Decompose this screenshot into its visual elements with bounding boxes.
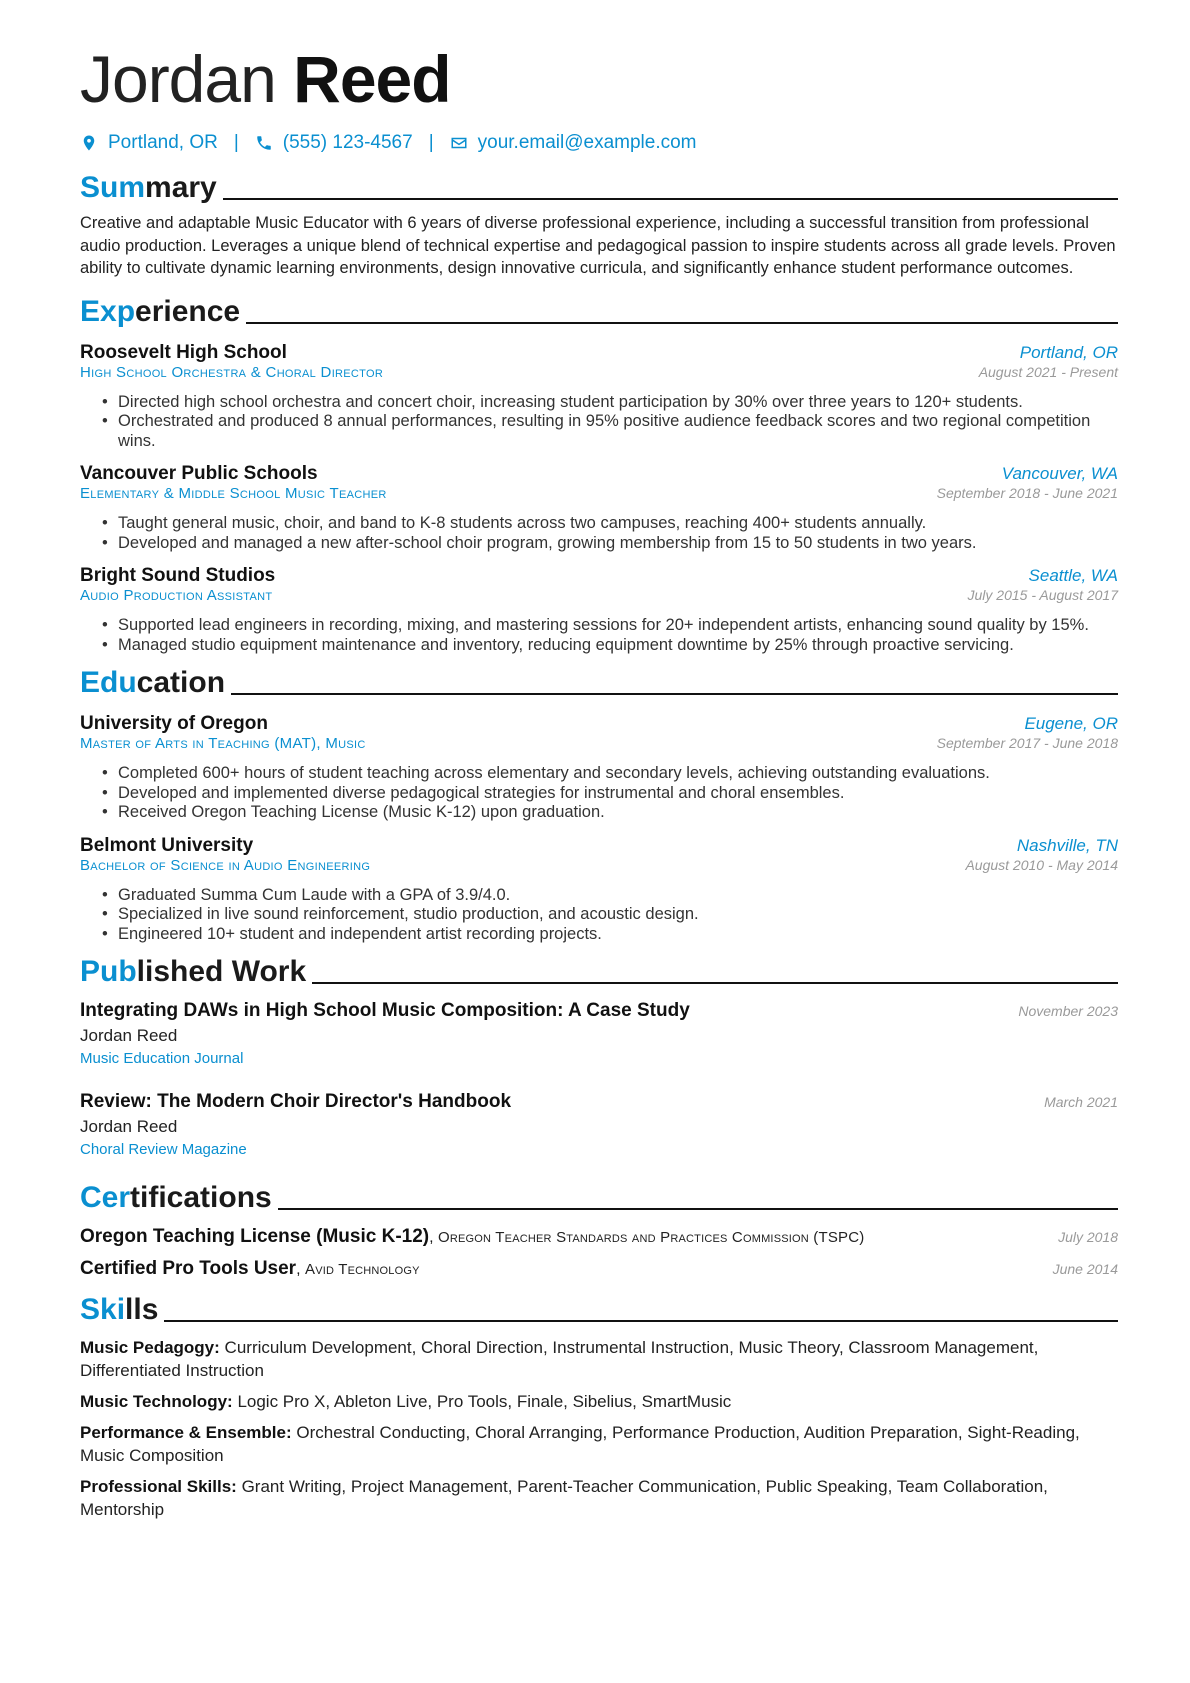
publication-venue: Choral Review Magazine xyxy=(80,1141,247,1158)
bullet-list xyxy=(80,514,1118,553)
entry-dates: July 2015 - August 2017 xyxy=(967,587,1118,603)
bullet-item: • Received Oregon Teaching License (Music K-12) upon graduation. xyxy=(102,803,1118,823)
location-text: Portland, OR xyxy=(108,132,218,153)
school-name: Belmont University xyxy=(80,834,254,856)
section-rule xyxy=(312,982,1118,984)
publication-venue: Music Education Journal xyxy=(80,1050,244,1067)
degree-title: Master of Arts in Teaching (MAT), Music xyxy=(80,735,366,752)
bullet-list xyxy=(80,764,1118,823)
first-name: Jordan xyxy=(80,42,276,116)
section-title: Published Work xyxy=(80,955,307,988)
skill-row xyxy=(80,1336,1118,1382)
bullet-item: • Engineered 10+ student and independent artist recording projects. xyxy=(102,925,1118,945)
section-rule xyxy=(278,1208,1118,1210)
email-link[interactable]: your.email@example.com xyxy=(477,132,697,153)
skill-label: Music Pedagogy: xyxy=(80,1338,220,1357)
entry-dates: August 2021 - Present xyxy=(978,363,1118,380)
bullet-item: • Developed and managed a new after-school choir program, growing membership from 15 to 50 students in two years. xyxy=(102,534,1118,554)
job-title: Audio Production Assistant xyxy=(80,587,273,604)
section-title: Experience xyxy=(80,294,241,328)
certification-issuer: Oregon Teacher Standards and Practices Commission (TSPC) xyxy=(438,1229,865,1246)
experience-entry xyxy=(80,342,1118,452)
map-pin-icon xyxy=(80,134,98,152)
section-skills xyxy=(80,1292,1118,1328)
skill-list: Curriculum Development, Choral Direction, Instrumental Instruction, Music Theory, Classroom Management, Differentiated Instruction xyxy=(80,1338,1039,1380)
email-item[interactable] xyxy=(450,132,697,154)
employer-name: Vancouver Public Schools xyxy=(80,463,318,484)
section-title: Skills xyxy=(80,1293,159,1326)
publication-entry xyxy=(80,1091,1118,1158)
resume-page xyxy=(80,40,1118,1521)
publication-author: Jordan Reed xyxy=(80,1117,178,1136)
bullet-item: • Graduated Summa Cum Laude with a GPA of 3.9/4.0. xyxy=(102,886,1118,906)
skill-label: Music Technology: xyxy=(80,1392,233,1411)
entry-dates: August 2010 - May 2014 xyxy=(965,856,1118,873)
education-entry xyxy=(80,835,1118,945)
education-entry xyxy=(80,713,1118,823)
section-rule xyxy=(231,693,1118,695)
job-title: High School Orchestra & Choral Director xyxy=(80,363,384,381)
contact-separator: | xyxy=(233,132,239,153)
bullet-list xyxy=(80,616,1118,655)
skill-list: Orchestral Conducting, Choral Arranging, Performance Production, Audition Preparation, Sight-Reading, Music Composition xyxy=(80,1423,1080,1465)
skill-row xyxy=(80,1475,1118,1521)
contact-bar xyxy=(80,130,1118,156)
certification-entry: Oregon Teaching License (Music K-12), Oregon Teacher Standards and Practices Commission (TSPC) July 2018 xyxy=(80,1226,1118,1247)
bullet-item: • Specialized in live sound reinforcement, studio production, and acoustic design. xyxy=(102,905,1118,925)
bullet-item: • Supported lead engineers in recording, mixing, and mastering sessions for 20+ independent artists, enhancing sound quality by 15%. xyxy=(102,616,1118,636)
section-experience xyxy=(80,294,1118,330)
candidate-name xyxy=(80,40,1118,118)
phone-icon xyxy=(255,134,273,152)
degree-title: Bachelor of Science in Audio Engineering xyxy=(80,856,371,874)
employer-name: Bright Sound Studios xyxy=(80,565,276,586)
certification-name: Oregon Teaching License (Music K-12) xyxy=(80,1226,430,1247)
section-rule xyxy=(223,198,1118,200)
entry-location: Vancouver, WA xyxy=(1001,464,1118,483)
section-title: Certifications xyxy=(80,1181,272,1214)
location-item xyxy=(80,132,218,154)
section-summary xyxy=(80,170,1118,206)
experience-entry xyxy=(80,565,1118,655)
experience-entry xyxy=(80,463,1118,553)
last-name: Reed xyxy=(293,42,451,116)
skill-row xyxy=(80,1421,1118,1467)
bullet-item: • Orchestrated and produced 8 annual performances, resulting in 95% positive audience feedback scores and two regional competition wins. xyxy=(102,412,1118,451)
entry-location: Nashville, TN xyxy=(1016,835,1118,855)
school-name: University of Oregon xyxy=(80,713,268,734)
certification-date: July 2018 xyxy=(1058,1229,1118,1245)
section-rule xyxy=(164,1320,1118,1322)
bullet-item: • Managed studio equipment maintenance and inventory, reducing equipment downtime by 25% through proactive servicing. xyxy=(102,636,1118,656)
bullet-list xyxy=(80,393,1118,452)
certification-name: Certified Pro Tools User xyxy=(80,1258,297,1279)
section-title: Summary xyxy=(80,171,217,204)
bullet-item: • Directed high school orchestra and concert choir, increasing student participation by 30% over three years to 120+ students. xyxy=(102,393,1118,413)
section-title: Education xyxy=(80,666,226,699)
entry-location: Eugene, OR xyxy=(1024,714,1118,733)
certification-entry: Certified Pro Tools User, Avid Technology June 2014 xyxy=(80,1258,1118,1279)
skill-list: Logic Pro X, Ableton Live, Pro Tools, Finale, Sibelius, SmartMusic xyxy=(237,1392,732,1411)
certification-date: June 2014 xyxy=(1052,1261,1118,1277)
envelope-icon xyxy=(450,134,468,152)
phone-text: (555) 123-4567 xyxy=(282,132,413,153)
employer-name: Roosevelt High School xyxy=(80,341,287,363)
bullet-item: • Completed 600+ hours of student teaching across elementary and secondary levels, achieving outstanding evaluations. xyxy=(102,764,1118,784)
certification-issuer: Avid Technology xyxy=(304,1261,420,1278)
publication-date: November 2023 xyxy=(1018,1003,1118,1019)
section-rule xyxy=(246,322,1118,324)
skill-label: Performance & Ensemble: xyxy=(80,1423,292,1442)
entry-dates: September 2017 - June 2018 xyxy=(936,735,1118,751)
section-published-work xyxy=(80,954,1118,990)
skill-row xyxy=(80,1390,1118,1413)
publication-title: Integrating DAWs in High School Music Composition: A Case Study xyxy=(80,1000,690,1021)
phone-item xyxy=(255,132,413,154)
section-education xyxy=(80,665,1118,701)
bullet-item: • Taught general music, choir, and band to K-8 students across two campuses, reaching 400+ students annually. xyxy=(102,514,1118,534)
entry-dates: September 2018 - June 2021 xyxy=(936,485,1118,501)
publication-date: March 2021 xyxy=(1044,1094,1118,1110)
bullet-item: • Developed and implemented diverse pedagogical strategies for instrumental and choral ensembles. xyxy=(102,784,1118,804)
job-title: Elementary & Middle School Music Teacher xyxy=(80,485,387,502)
entry-location: Seattle, WA xyxy=(1028,566,1118,585)
entry-location: Portland, OR xyxy=(1019,342,1118,362)
skill-list: Grant Writing, Project Management, Parent-Teacher Communication, Public Speaking, Team Collaboration, Mentorship xyxy=(80,1477,1048,1519)
section-certifications xyxy=(80,1180,1118,1216)
bullet-list xyxy=(80,886,1118,945)
skill-label: Professional Skills: xyxy=(80,1477,237,1496)
publication-author: Jordan Reed xyxy=(80,1026,178,1045)
publication-title: Review: The Modern Choir Director's Handbook xyxy=(80,1091,512,1112)
summary-text: Creative and adaptable Music Educator with 6 years of diverse professional experience, including a successful transition from professional audio production. Leverages a unique blend of technical expertise and pedagogical passion to inspire students across all grade levels. Proven ability to cultivate dynamic learning environments, design innovative curricula, and significantly enhance student performance outcomes. xyxy=(80,214,1116,277)
contact-separator: | xyxy=(428,132,434,153)
publication-entry xyxy=(80,1000,1118,1067)
